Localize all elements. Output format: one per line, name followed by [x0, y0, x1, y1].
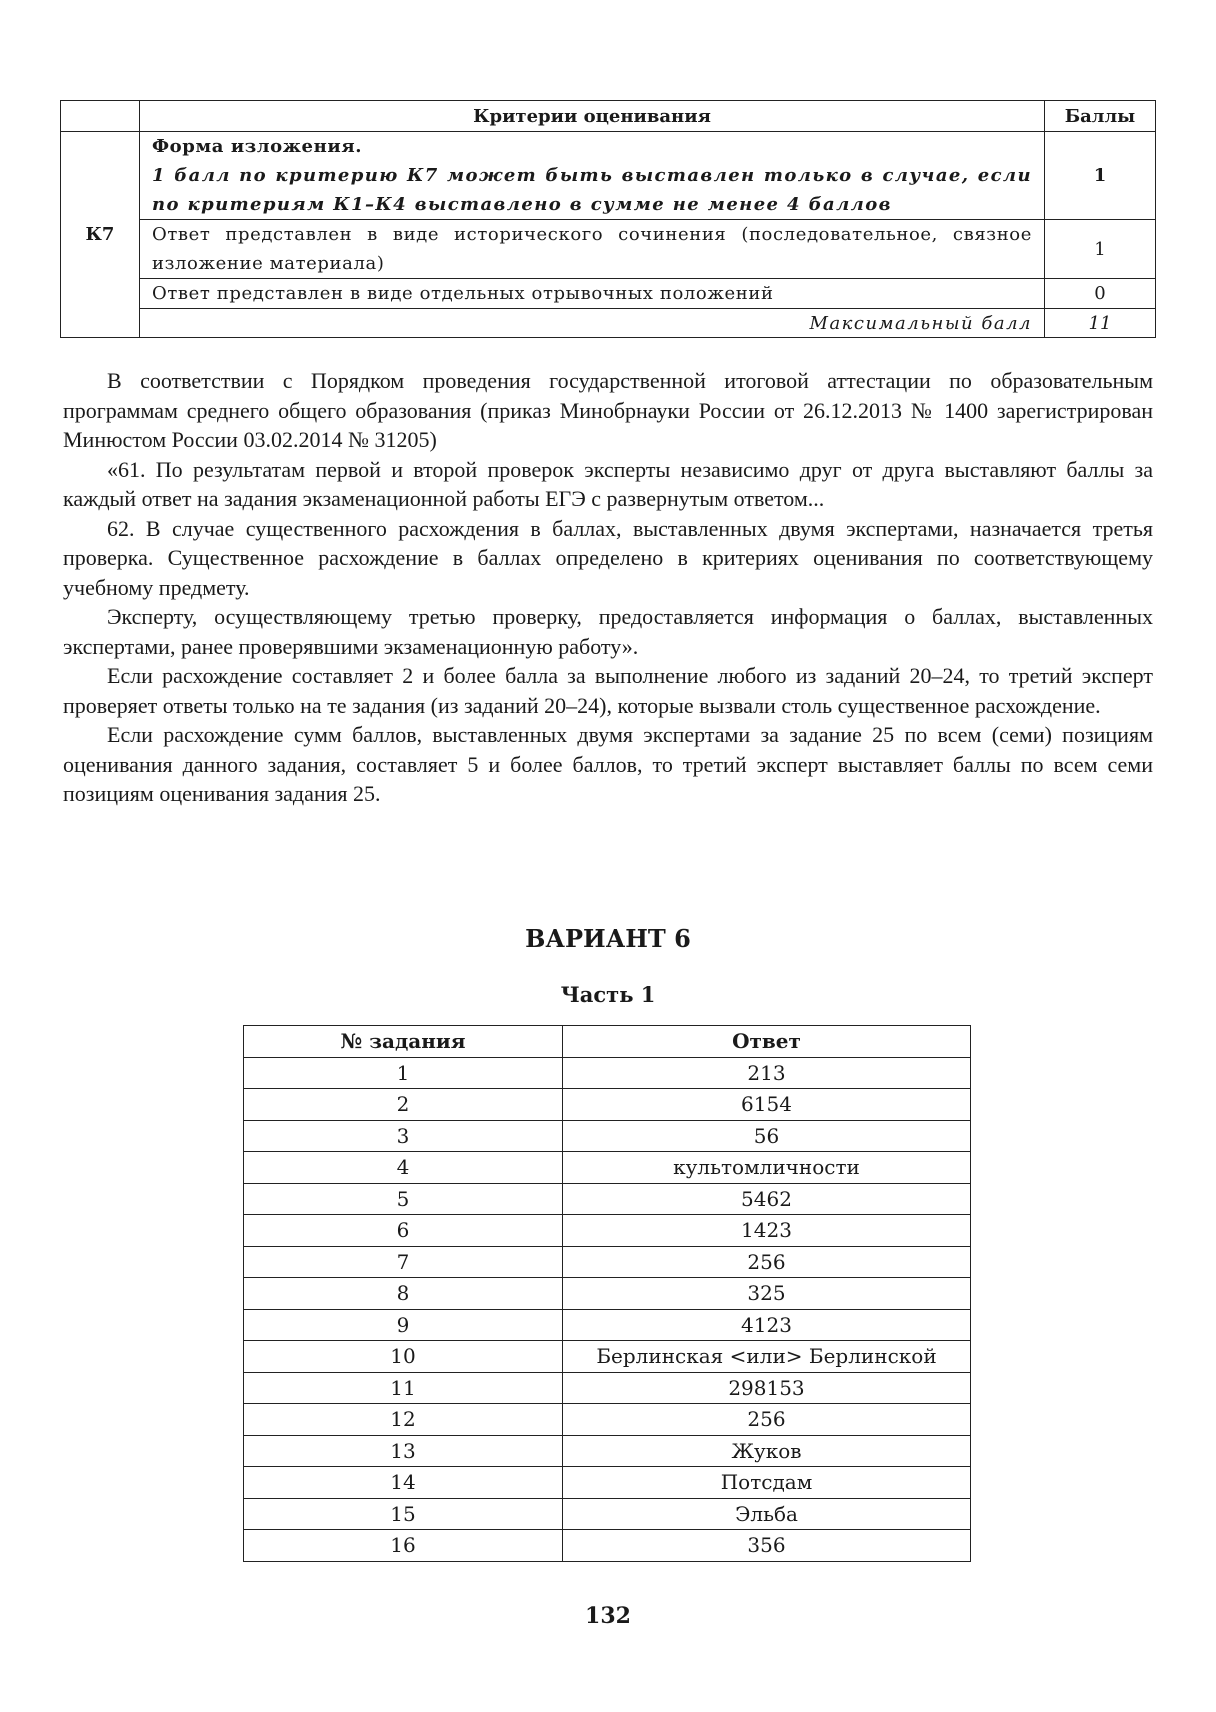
table-row [244, 1215, 971, 1247]
answer: Эльба [563, 1498, 971, 1530]
task-number: 8 [244, 1278, 563, 1310]
criteria-row [61, 132, 1156, 220]
task-number: 13 [244, 1435, 563, 1467]
paragraph: 62. В случае существенного расхождения в баллах, выставленных двумя экспертами, назначается третья проверка. Существенное расхождение в баллах определено в критериях оценивания по соответствующему учебному предмету. [63, 515, 1153, 600]
answer: 325 [563, 1278, 971, 1310]
task-number: 12 [244, 1404, 563, 1436]
table-row [244, 1467, 971, 1499]
table-row [244, 1309, 971, 1341]
answer: 356 [563, 1530, 971, 1562]
criteria-note: 1 балл по критерию К7 может быть выставлен только в случае, если по критериям К1–К4 выставлено в сумме не менее 4 баллов [152, 165, 1032, 215]
points-header: Баллы [1045, 101, 1156, 132]
answer: 6154 [563, 1089, 971, 1121]
task-number: 7 [244, 1246, 563, 1278]
answer: Берлинская <или> Берлинской [563, 1341, 971, 1373]
answer: 213 [563, 1057, 971, 1089]
table-row [244, 1404, 971, 1436]
page-number: 132 [585, 1603, 631, 1629]
body-text [63, 366, 1153, 809]
task-number: 2 [244, 1089, 563, 1121]
table-row [244, 1120, 971, 1152]
part-title: Часть 1 [560, 982, 656, 1007]
criteria-points: 1 [1045, 220, 1156, 279]
task-number: 1 [244, 1057, 563, 1089]
criteria-code: К7 [61, 132, 140, 338]
criteria-row [61, 220, 1156, 279]
task-number: 11 [244, 1372, 563, 1404]
table-row [244, 1089, 971, 1121]
paragraph: Эксперту, осуществляющему третью проверку, предоставляется информация о баллах, выставленных экспертами, ранее проверявшими экзаменационную работу». [63, 604, 1153, 659]
table-row [244, 1372, 971, 1404]
table-row [244, 1530, 971, 1562]
answer: 256 [563, 1246, 971, 1278]
task-number: 10 [244, 1341, 563, 1373]
criteria-title: Форма изложения. [152, 136, 363, 157]
task-number: 4 [244, 1152, 563, 1184]
criteria-header: Критерии оценивания [140, 101, 1045, 132]
task-number: 6 [244, 1215, 563, 1247]
criteria-table [60, 100, 1156, 338]
table-row [244, 1183, 971, 1215]
max-score-label: Максимальный балл [140, 309, 1045, 338]
task-number: 5 [244, 1183, 563, 1215]
task-number: 14 [244, 1467, 563, 1499]
table-row [244, 1341, 971, 1373]
task-number: 9 [244, 1309, 563, 1341]
answer: Жуков [563, 1435, 971, 1467]
task-number: 15 [244, 1498, 563, 1530]
table-row [244, 1057, 971, 1089]
criteria-text: Ответ представлен в виде отдельных отрывочных положений [140, 279, 1045, 309]
answer: Потсдам [563, 1467, 971, 1499]
answers-table [243, 1025, 971, 1562]
task-number: 3 [244, 1120, 563, 1152]
criteria-cell [140, 132, 1045, 220]
criteria-header-row [61, 101, 1156, 132]
task-number: 16 [244, 1530, 563, 1562]
paragraph: Если расхождение сумм баллов, выставленных двумя экспертами за задание 25 по всем (семи) позициям оценивания данного задания, составляет 5 и более баллов, то третий эксперт выставляет баллы по всем семи позициям оценивания задания 25. [63, 722, 1153, 806]
criteria-text: Ответ представлен в виде исторического сочинения (последовательное, связное изложение материала) [140, 220, 1045, 279]
answer: культомличности [563, 1152, 971, 1184]
paragraph: «61. По результатам первой и второй проверок эксперты независимо друг от друга выставляют баллы за каждый ответ на задания экзаменационной работы ЕГЭ с развернутым ответом... [63, 456, 1153, 511]
paragraph: В соответствии с Порядком проведения государственной итоговой аттестации по образовательным программам среднего общего образования (приказ Минобрнауки России от 26.12.2013 № 1400 зарегистрирован Минюстом России 03.02.2014 № 31205) [63, 368, 1153, 452]
paragraph: Если расхождение составляет 2 и более балла за выполнение любого из заданий 20–24, то третий эксперт проверяет ответы только на те задания (из заданий 20–24), которые вызвали столь существенное расхождение. [63, 663, 1153, 718]
answer: 298153 [563, 1372, 971, 1404]
answer-header: Ответ [563, 1026, 971, 1058]
answer: 1423 [563, 1215, 971, 1247]
table-row [244, 1278, 971, 1310]
max-score-value: 11 [1045, 309, 1156, 338]
answer: 256 [563, 1404, 971, 1436]
answer: 56 [563, 1120, 971, 1152]
answers-header-row [244, 1026, 971, 1058]
criteria-row [61, 279, 1156, 309]
answer: 5462 [563, 1183, 971, 1215]
criteria-points: 0 [1045, 279, 1156, 309]
table-row [244, 1246, 971, 1278]
task-number-header: № задания [244, 1026, 563, 1058]
max-score-row [61, 309, 1156, 338]
table-row [244, 1498, 971, 1530]
table-row [244, 1152, 971, 1184]
answer: 4123 [563, 1309, 971, 1341]
table-row [244, 1435, 971, 1467]
variant-title: ВАРИАНТ 6 [525, 924, 691, 953]
criteria-points: 1 [1045, 132, 1156, 220]
criteria-code-header [61, 101, 140, 132]
